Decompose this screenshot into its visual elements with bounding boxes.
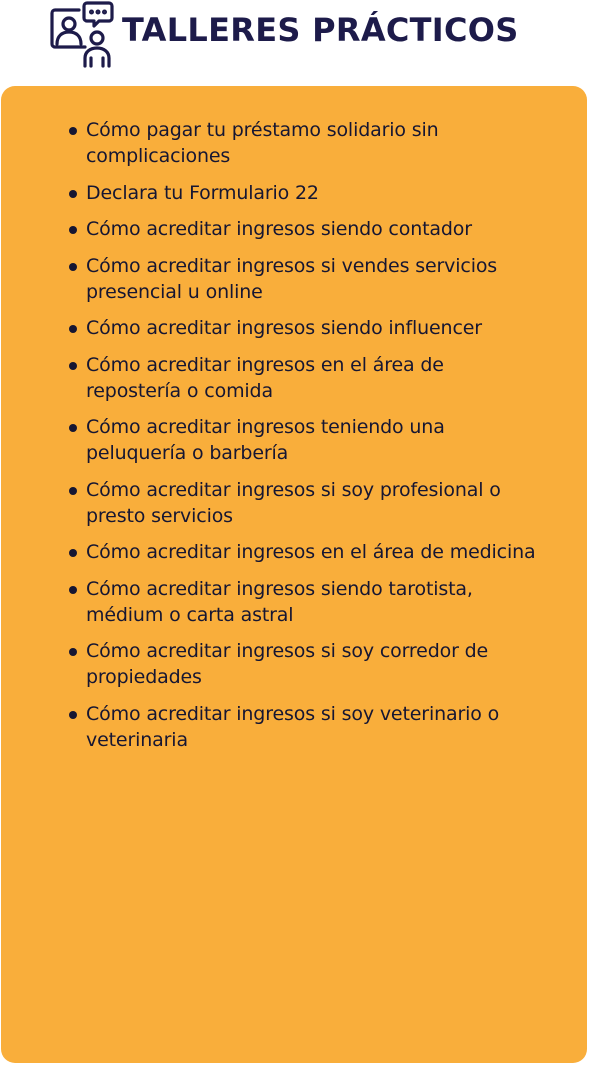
- bullet-icon: [69, 325, 77, 333]
- workshop-item-label: Cómo pagar tu préstamo solidario sin complicaciones: [86, 119, 439, 167]
- workshop-item-label: Cómo acreditar ingresos si vendes servicios presencial u online: [86, 254, 498, 303]
- workshop-item: [68, 638, 538, 690]
- workshop-item: [68, 576, 538, 628]
- bullet-icon: [69, 586, 77, 594]
- workshop-item: [68, 477, 538, 529]
- bullet-icon: [69, 424, 77, 432]
- workshop-item-label: Declara tu Formulario 22: [86, 181, 319, 204]
- workshop-item: [68, 216, 538, 242]
- workshop-item: [68, 315, 538, 341]
- bullet-icon: [69, 487, 77, 495]
- workshop-item-label: Cómo acreditar ingresos en el área de medicina: [86, 541, 536, 563]
- workshop-item-label: Cómo acreditar ingresos siendo tarotista, médium o carta astral: [86, 577, 473, 626]
- workshop-item: [68, 117, 538, 169]
- workshop-item-label: Cómo acreditar ingresos siendo influencer: [86, 317, 482, 339]
- workshop-item: [68, 701, 538, 753]
- presenter-chat-icon: [49, 0, 115, 70]
- bullet-icon: [69, 362, 77, 370]
- workshop-item: [68, 253, 538, 305]
- bullet-icon: [69, 226, 77, 234]
- workshop-item: [68, 539, 538, 565]
- workshop-item-label: Cómo acreditar ingresos si soy corredor de propiedades: [86, 640, 489, 688]
- workshop-item-label: Cómo acreditar ingresos siendo contador: [86, 218, 472, 240]
- workshop-item: [68, 414, 538, 466]
- header: [0, 0, 589, 80]
- bullet-icon: [69, 263, 77, 271]
- workshop-item: [68, 352, 538, 404]
- page-title: TALLERES PRÁCTICOS: [122, 11, 519, 49]
- bullet-icon: [69, 711, 77, 719]
- bullet-icon: [69, 127, 77, 135]
- workshop-list: [68, 117, 538, 763]
- workshop-item-label: Cómo acreditar ingresos si soy profesional o presto servicios: [86, 478, 501, 527]
- workshop-item-label: Cómo acreditar ingresos teniendo una peluquería o barbería: [86, 416, 445, 464]
- bullet-icon: [69, 549, 77, 557]
- bullet-icon: [69, 648, 77, 656]
- bullet-icon: [69, 190, 77, 198]
- workshop-item-label: Cómo acreditar ingresos en el área de repostería o comida: [86, 353, 444, 402]
- workshop-item: [68, 180, 538, 206]
- workshop-item-label: Cómo acreditar ingresos si soy veterinario o veterinaria: [86, 702, 500, 751]
